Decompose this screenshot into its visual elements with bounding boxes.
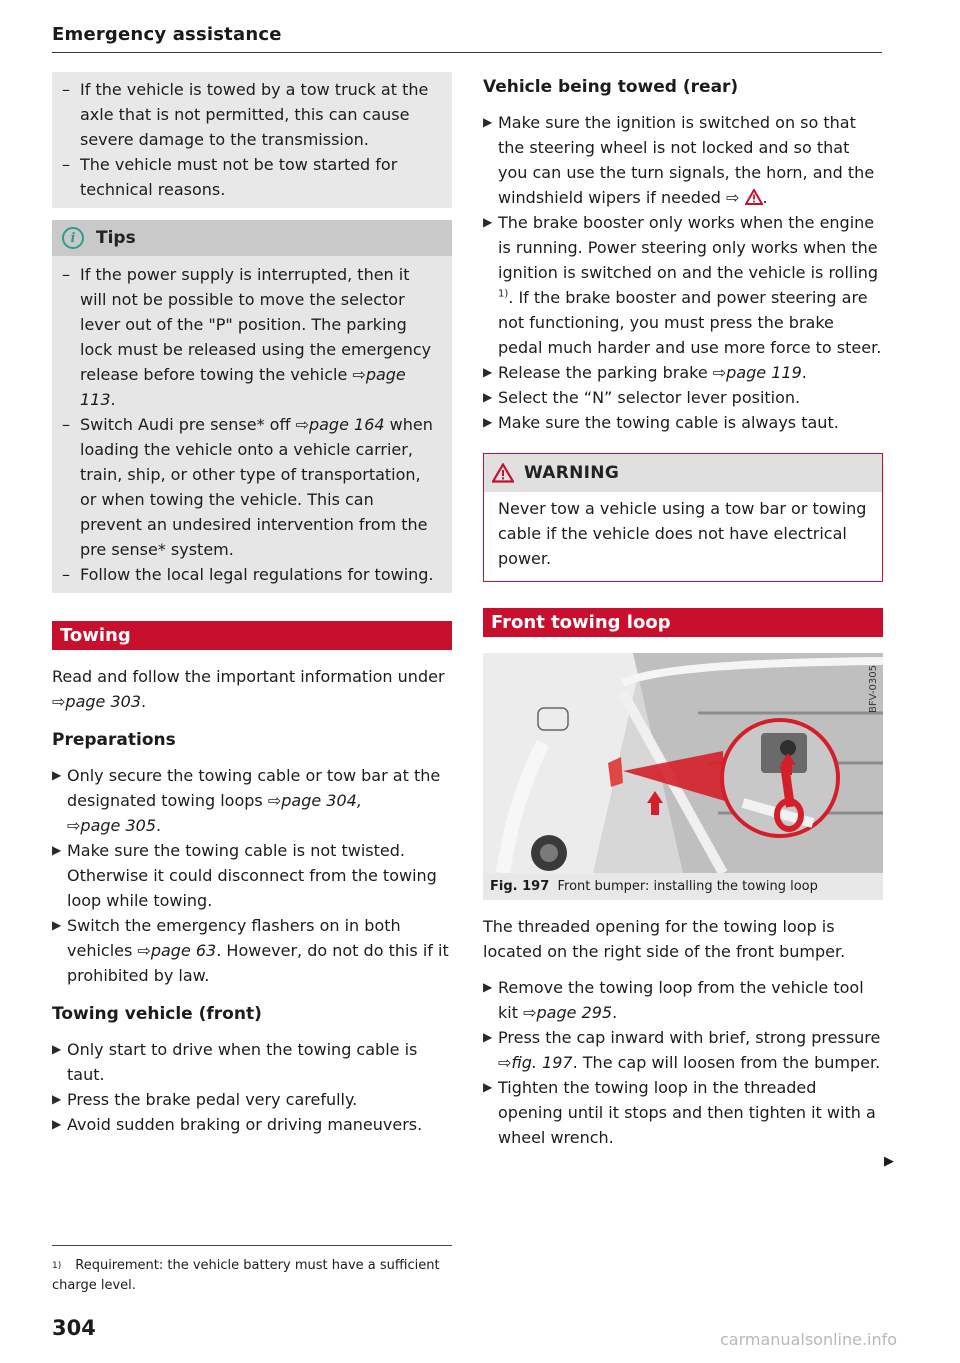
page-reference-link[interactable]: ⇨page 304, — [267, 791, 362, 810]
triangle-bullet-icon: ▶ — [483, 415, 493, 429]
tips-box — [52, 220, 452, 593]
warning-text: Never tow a vehicle using a tow bar or towing cable if the vehicle does not have electrical power. — [498, 499, 867, 568]
page-header — [52, 24, 882, 53]
warning-header — [484, 454, 882, 492]
continue-arrow-icon: ▶ — [884, 1154, 894, 1169]
list-item: ▶ The brake booster only works when the engine is running. Power steering only works when the ignition is switched on and the vehicle is rolling $^{1)}$. If the brake booster and power steering are not functioning, you must press the brake pedal much harder and use more force to steer. — [483, 210, 883, 360]
triangle-bullet-icon: ▶ — [52, 1092, 62, 1106]
tips-header — [52, 220, 452, 256]
list-item: ▶ Avoid sudden braking or driving maneuvers. — [52, 1112, 452, 1137]
right-column — [483, 72, 883, 1150]
intro-box — [52, 72, 452, 208]
left-column — [52, 72, 452, 1137]
list-item: ▶ Press the brake pedal very carefully. — [52, 1087, 452, 1112]
page-reference-link[interactable]: ⇨page 305 — [67, 816, 156, 835]
triangle-bullet-icon: ▶ — [52, 918, 62, 932]
list-item: – If the power supply is interrupted, then it will not be possible to move the selector lever out of the "P" position. The parking lock must be released using the emergency release before towing the vehicle ⇨page 113. — [62, 265, 432, 409]
figure-code: BFV-0305 — [868, 665, 879, 713]
list-item: – Switch Audi pre sense* off ⇨page 164 when loading the vehicle onto a vehicle carrier, train, ship, or other type of transportation, or when towing the vehicle. This can prevent an undesired intervention from the pre sense* system. — [62, 415, 433, 559]
page-reference-link[interactable]: ⇨page 119 — [712, 363, 802, 382]
page-reference-link[interactable]: ⇨page 113 — [80, 365, 406, 409]
triangle-bullet-icon: ▶ — [483, 365, 493, 379]
footnote: $^{1)}$ Requirement: the vehicle battery must have a sufficient charge level. — [52, 1258, 440, 1293]
towing-vehicle-front-heading: Towing vehicle (front) — [52, 1004, 262, 1024]
info-icon: i — [62, 227, 84, 249]
list-item: ▶ Make sure the towing cable is not twisted. Otherwise it could disconnect from the towing loop while towing. — [52, 838, 452, 913]
tips-title: Tips — [96, 227, 136, 248]
warning-triangle-icon — [492, 463, 514, 483]
page-reference-link[interactable]: ⇨page 164 — [295, 415, 385, 434]
warning-box — [483, 453, 883, 582]
triangle-bullet-icon: ▶ — [483, 390, 493, 404]
page-number: 304 — [52, 1316, 96, 1340]
figure-197 — [483, 653, 883, 900]
list-item: ▶ Only start to drive when the towing cable is taut. — [52, 1037, 452, 1087]
list-item: ▶ Release the parking brake ⇨page 119. — [483, 360, 883, 385]
triangle-bullet-icon: ▶ — [52, 768, 62, 782]
page-reference-link[interactable]: ⇨page 63 — [137, 941, 217, 960]
triangle-bullet-icon: ▶ — [483, 115, 493, 129]
front-towing-loop-heading: Front towing loop — [483, 608, 883, 637]
figure-reference-link[interactable]: ⇨fig. 197 — [498, 1053, 573, 1072]
watermark: carmanualsonline.info — [720, 1330, 898, 1349]
preparations-heading: Preparations — [52, 730, 176, 750]
list-item: ▶ Tighten the towing loop in the threaded opening until it stops and then tighten it with a wheel wrench. — [483, 1075, 883, 1150]
vehicle-towed-rear-heading: Vehicle being towed (rear) — [483, 77, 739, 97]
towing-heading: Towing — [52, 621, 452, 650]
towing-intro: Read and follow the important information under ⇨page 303. — [52, 667, 445, 711]
triangle-bullet-icon: ▶ — [52, 1042, 62, 1056]
list-item: ▶ Select the “N” selector lever position. — [483, 385, 883, 410]
triangle-bullet-icon: ▶ — [483, 1030, 493, 1044]
towing-loop-illustration — [483, 653, 883, 873]
list-item: – If the vehicle is towed by a tow truck at the axle that is not permitted, this can cause severe damage to the transmission. — [62, 80, 429, 149]
page-reference-link[interactable]: ⇨page 295 — [523, 1003, 613, 1022]
list-item: ▶ Remove the towing loop from the vehicle tool kit ⇨page 295. — [483, 975, 883, 1025]
list-item: – Follow the local legal regulations for towing. — [62, 565, 434, 584]
list-item: ▶ Press the cap inward with brief, strong pressure ⇨fig. 197. The cap will loosen from the bumper. — [483, 1025, 883, 1075]
triangle-bullet-icon: ▶ — [483, 1080, 493, 1094]
figure-caption: Fig. 197 Front bumper: installing the towing loop — [483, 873, 883, 900]
list-item: – The vehicle must not be tow started for technical reasons. — [62, 155, 398, 199]
triangle-bullet-icon: ▶ — [483, 980, 493, 994]
page-reference-link[interactable]: ⇨page 303 — [52, 692, 141, 711]
triangle-bullet-icon: ▶ — [52, 843, 62, 857]
warning-triangle-icon — [745, 189, 763, 205]
list-item: ▶ Only secure the towing cable or tow bar at the designated towing loops ⇨page 304, ⇨page 305. — [52, 763, 452, 838]
loop-intro: The threaded opening for the towing loop is located on the right side of the front bumper. — [483, 917, 846, 961]
section-title: Emergency assistance — [52, 24, 282, 45]
footnote-divider — [52, 1245, 452, 1246]
bumper-illustration — [483, 653, 883, 873]
triangle-bullet-icon: ▶ — [483, 215, 493, 229]
list-item: ▶ Make sure the ignition is switched on so that the steering wheel is not locked and so that you can use the turn signals, the horn, and the windshield wipers if needed ⇨ . — [483, 110, 883, 210]
list-item: ▶ Switch the emergency flashers on in both vehicles ⇨page 63. However, do not do this if it prohibited by law. — [52, 913, 452, 988]
list-item: ▶ Make sure the towing cable is always taut. — [483, 410, 883, 435]
warning-title: WARNING — [524, 462, 620, 483]
triangle-bullet-icon: ▶ — [52, 1117, 62, 1131]
tips-body — [52, 256, 452, 593]
